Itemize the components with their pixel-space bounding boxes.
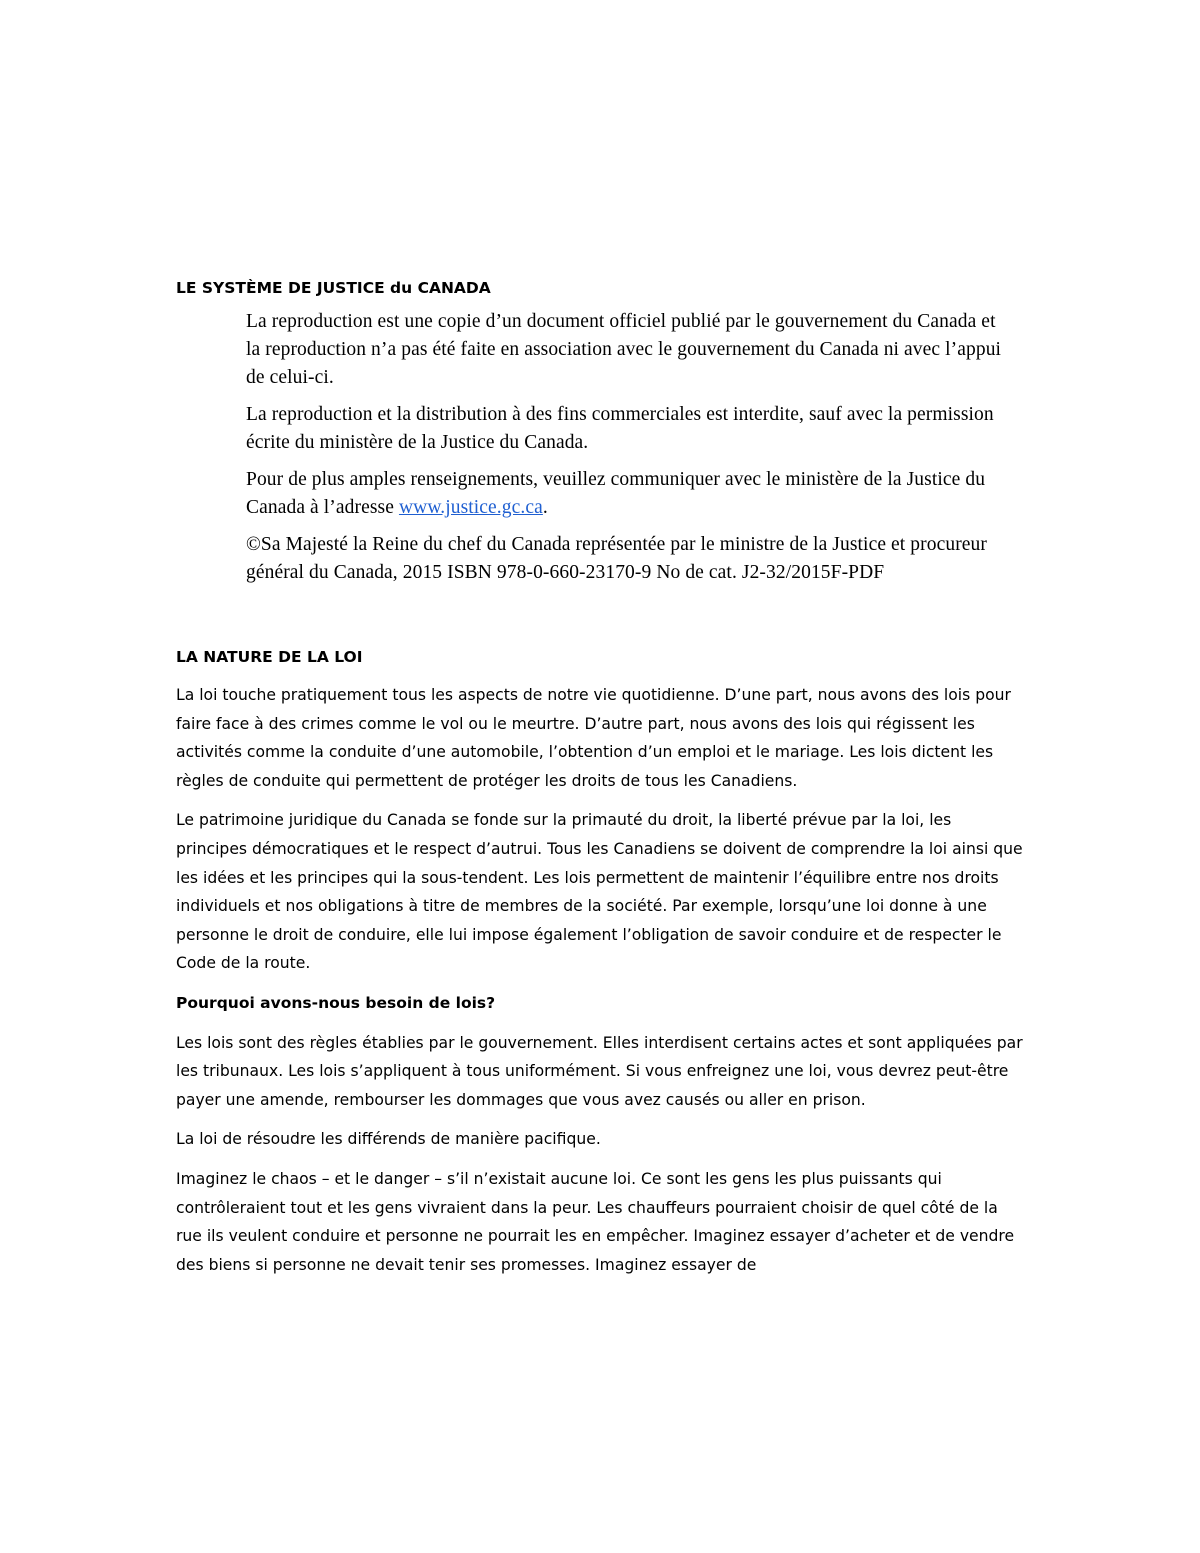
body-paragraph: Le patrimoine juridique du Canada se fonde sur la primauté du droit, la liberté prévue par la loi, les principes démocratiques et le respect d’autrui. Tous les Canadiens se doivent de comprendre la loi ainsi que les idées et les principes qui la sous-tendent. Les lois permettent de maintenir l’équilibre entre nos droits individuels et nos obligations à titre de membres de la société. Par exemple, lorsqu’une loi donne à une personne le droit de conduire, elle lui impose également l’obligation de savoir conduire et de respecter le Code de la route. <box>176 811 1023 973</box>
body-paragraph: Imaginez le chaos – et le danger – s’il n’existait aucune loi. Ce sont les gens les plus puissants qui contrôleraient tout et les gens vivraient dans la peur. Les chauffeurs pourraient choisir de quel côté de la rue ils veulent conduire et personne ne pourrait les en empêcher. Imaginez essayer d’acheter et de vendre des biens si personne ne devait tenir ses promesses. Imaginez essayer de <box>176 1169 1015 1274</box>
notice-paragraph-copyright: ©Sa Majesté la Reine du chef du Canada représentée par le ministre de la Justice et procureur général du Canada, 2015 ISBN 978-0-660-23170-9 No de cat. J2-32/2015F-PDF <box>246 534 987 583</box>
body-paragraph: La loi touche pratiquement tous les aspects de notre vie quotidienne. D’une part, nous avons des lois pour faire face à des crimes comme le vol ou le meurtre. D’autre part, nous avons des lois qui régissent les activités comme la conduite d’une automobile, l’obtention d’un emploi et le mariage. Les lois dictent les règles de conduite qui permettent de protéger les droits de tous les Canadiens. <box>176 686 1011 790</box>
section-title: LA NATURE DE LA LOI <box>176 648 363 666</box>
copyright-notice <box>246 308 1006 587</box>
notice-paragraph-reproduction: La reproduction est une copie d’un document officiel publié par le gouvernement du Canada et la reproduction n’a pas été faite en association avec le gouvernement du Canada ni avec l’appui de celui-ci. <box>246 311 1002 388</box>
document-title: LE SYSTÈME DE JUSTICE du CANADA <box>176 279 491 297</box>
notice-paragraph-distribution: La reproduction et la distribution à des fins commerciales est interdite, sauf avec la permission écrite du ministère de la Justice du Canada. <box>246 404 994 453</box>
document-page <box>176 270 1036 1290</box>
contact-text: Pour de plus amples renseignements, veuillez communiquer avec le ministère de la Justice du Canada à l’adresse <box>246 469 986 518</box>
justice-website-link[interactable]: www.justice.gc.ca <box>398 497 543 518</box>
body-paragraph: La loi de résoudre les différends de manière pacifique. <box>176 1130 601 1149</box>
subheading: Pourquoi avons-nous besoin de lois? <box>176 993 496 1012</box>
contact-text-end: . <box>542 497 548 518</box>
notice-paragraph-contact <box>246 466 1006 522</box>
body-paragraph: Les lois sont des règles établies par le gouvernement. Elles interdisent certains actes et sont appliquées par les tribunaux. Les lois s’appliquent à tous uniformément. Si vous enfreignez une loi, vous devrez peut-être payer une amende, rembourser les dommages que vous avez causés ou aller en prison. <box>176 1033 1023 1109</box>
document-body <box>176 681 1036 1279</box>
